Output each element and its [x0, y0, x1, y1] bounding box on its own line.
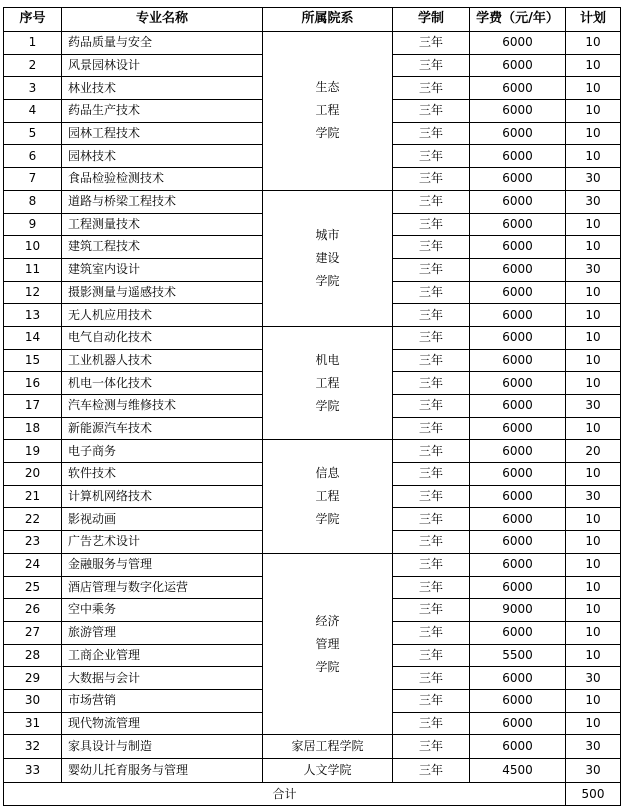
row-index: 13: [4, 304, 62, 327]
row-index: 24: [4, 553, 62, 576]
row-index: 30: [4, 689, 62, 712]
header-college: 所属院系: [263, 8, 393, 32]
college-name-line: 学院: [315, 273, 340, 288]
tuition: 6000: [470, 304, 566, 327]
plan-count: 10: [566, 508, 621, 531]
duration: 三年: [393, 213, 470, 236]
major-name: 电子商务: [62, 440, 263, 463]
tuition: 6000: [470, 735, 566, 759]
row-index: 19: [4, 440, 62, 463]
row-index: 29: [4, 667, 62, 690]
major-name: 酒店管理与数字化运营: [62, 576, 263, 599]
duration: 三年: [393, 54, 470, 77]
major-name: 机电一体化技术: [62, 372, 263, 395]
row-index: 4: [4, 100, 62, 123]
tuition: 6000: [470, 440, 566, 463]
plan-count: 10: [566, 77, 621, 100]
header-major: 专业名称: [62, 8, 263, 32]
duration: 三年: [393, 417, 470, 440]
duration: 三年: [393, 77, 470, 100]
tuition: 6000: [470, 213, 566, 236]
major-name: 现代物流管理: [62, 712, 263, 735]
major-name: 软件技术: [62, 463, 263, 486]
row-index: 18: [4, 417, 62, 440]
college-cell: [263, 759, 393, 783]
duration: 三年: [393, 508, 470, 531]
row-index: 27: [4, 621, 62, 644]
plan-count: 10: [566, 281, 621, 304]
plan-count: 10: [566, 712, 621, 735]
major-name: 工业机器人技术: [62, 349, 263, 372]
duration: 三年: [393, 32, 470, 55]
tuition: 6000: [470, 145, 566, 168]
tuition: 6000: [470, 349, 566, 372]
tuition: 6000: [470, 689, 566, 712]
major-name: 空中乘务: [62, 599, 263, 622]
major-name: 影视动画: [62, 508, 263, 531]
tuition: 6000: [470, 190, 566, 213]
college-name-line: 学院: [315, 512, 340, 527]
major-name: 无人机应用技术: [62, 304, 263, 327]
plan-count: 10: [566, 145, 621, 168]
college-name-line: 生态: [315, 80, 340, 95]
duration: 三年: [393, 372, 470, 395]
college-name-line: 人文学院: [303, 763, 352, 778]
college-name-line: 机电: [315, 352, 340, 367]
duration: 三年: [393, 621, 470, 644]
college-name-line: 建设: [315, 250, 340, 265]
plan-count: 30: [566, 667, 621, 690]
tuition: 6000: [470, 100, 566, 123]
college-name-line: 学院: [315, 398, 340, 413]
tuition: 9000: [470, 599, 566, 622]
plan-count: 10: [566, 32, 621, 55]
major-name: 家具设计与制造: [62, 735, 263, 759]
plan-count: 30: [566, 485, 621, 508]
major-name: 摄影测量与遥感技术: [62, 281, 263, 304]
major-name: 工程测量技术: [62, 213, 263, 236]
row-index: 32: [4, 735, 62, 759]
tuition: 6000: [470, 32, 566, 55]
major-name: 新能源汽车技术: [62, 417, 263, 440]
duration: 三年: [393, 712, 470, 735]
enrollment-plan-table: [3, 7, 621, 806]
major-name: 道路与桥梁工程技术: [62, 190, 263, 213]
duration: 三年: [393, 122, 470, 145]
college-name-line: 管理: [315, 636, 340, 651]
row-index: 33: [4, 759, 62, 783]
major-name: 药品生产技术: [62, 100, 263, 123]
major-name: 广告艺术设计: [62, 531, 263, 554]
college-cell: [263, 190, 393, 326]
row-index: 3: [4, 77, 62, 100]
college-name-line: 信息: [315, 466, 340, 481]
major-name: 林业技术: [62, 77, 263, 100]
tuition: 6000: [470, 508, 566, 531]
major-name: 建筑工程技术: [62, 236, 263, 259]
row-index: 28: [4, 644, 62, 667]
plan-count: 10: [566, 122, 621, 145]
row-index: 1: [4, 32, 62, 55]
header-plan: 计划: [566, 8, 621, 32]
college-name-line: 工程: [315, 489, 340, 504]
duration: 三年: [393, 100, 470, 123]
duration: 三年: [393, 145, 470, 168]
tuition: 6000: [470, 621, 566, 644]
plan-count: 10: [566, 349, 621, 372]
row-index: 20: [4, 463, 62, 486]
plan-count: 10: [566, 644, 621, 667]
tuition: 6000: [470, 485, 566, 508]
major-name: 计算机网络技术: [62, 485, 263, 508]
college-name-line: 家居工程学院: [291, 739, 364, 754]
tuition: 4500: [470, 759, 566, 783]
tuition: 6000: [470, 531, 566, 554]
plan-count: 30: [566, 190, 621, 213]
major-name: 建筑室内设计: [62, 258, 263, 281]
table-row: [4, 759, 621, 783]
duration: 三年: [393, 735, 470, 759]
plan-count: 30: [566, 735, 621, 759]
major-name: 汽车检测与维修技术: [62, 395, 263, 418]
college-name-line: 学院: [315, 126, 340, 141]
footer-row: [4, 783, 621, 806]
plan-count: 10: [566, 236, 621, 259]
duration: 三年: [393, 644, 470, 667]
plan-count: 20: [566, 440, 621, 463]
header-row: [4, 8, 621, 32]
tuition: 6000: [470, 417, 566, 440]
duration: 三年: [393, 236, 470, 259]
table-row: [4, 190, 621, 213]
row-index: 9: [4, 213, 62, 236]
major-name: 工商企业管理: [62, 644, 263, 667]
row-index: 8: [4, 190, 62, 213]
row-index: 7: [4, 168, 62, 191]
major-name: 大数据与会计: [62, 667, 263, 690]
tuition: 6000: [470, 77, 566, 100]
tuition: 6000: [470, 553, 566, 576]
row-index: 12: [4, 281, 62, 304]
row-index: 26: [4, 599, 62, 622]
plan-count: 10: [566, 689, 621, 712]
duration: 三年: [393, 326, 470, 349]
row-index: 2: [4, 54, 62, 77]
major-name: 市场营销: [62, 689, 263, 712]
duration: 三年: [393, 281, 470, 304]
duration: 三年: [393, 304, 470, 327]
table-row: [4, 32, 621, 55]
total-label: 合计: [4, 783, 566, 806]
plan-count: 10: [566, 576, 621, 599]
tuition: 6000: [470, 168, 566, 191]
major-name: 电气自动化技术: [62, 326, 263, 349]
table-row: [4, 553, 621, 576]
row-index: 11: [4, 258, 62, 281]
tuition: 5500: [470, 644, 566, 667]
tuition: 6000: [470, 463, 566, 486]
plan-count: 10: [566, 326, 621, 349]
major-name: 金融服务与管理: [62, 553, 263, 576]
major-name: 园林工程技术: [62, 122, 263, 145]
duration: 三年: [393, 667, 470, 690]
tuition: 6000: [470, 122, 566, 145]
plan-count: 30: [566, 395, 621, 418]
tuition: 6000: [470, 667, 566, 690]
tuition: 6000: [470, 372, 566, 395]
header-tuition: 学费（元/年）: [470, 8, 566, 32]
tuition: 6000: [470, 258, 566, 281]
tuition: 6000: [470, 712, 566, 735]
tuition: 6000: [470, 236, 566, 259]
tuition: 6000: [470, 54, 566, 77]
plan-count: 10: [566, 531, 621, 554]
duration: 三年: [393, 349, 470, 372]
row-index: 31: [4, 712, 62, 735]
major-name: 药品质量与安全: [62, 32, 263, 55]
college-name-line: 学院: [315, 659, 340, 674]
tuition: 6000: [470, 281, 566, 304]
row-index: 25: [4, 576, 62, 599]
plan-count: 10: [566, 54, 621, 77]
tuition: 6000: [470, 395, 566, 418]
plan-count: 10: [566, 553, 621, 576]
duration: 三年: [393, 440, 470, 463]
plan-count: 10: [566, 599, 621, 622]
college-cell: [263, 32, 393, 191]
row-index: 10: [4, 236, 62, 259]
major-name: 旅游管理: [62, 621, 263, 644]
duration: 三年: [393, 168, 470, 191]
plan-count: 10: [566, 417, 621, 440]
duration: 三年: [393, 258, 470, 281]
table-row: [4, 326, 621, 349]
plan-count: 10: [566, 304, 621, 327]
row-index: 16: [4, 372, 62, 395]
major-name: 婴幼儿托育服务与管理: [62, 759, 263, 783]
header-duration: 学制: [393, 8, 470, 32]
college-name-line: 经济: [315, 613, 340, 628]
college-cell: [263, 553, 393, 735]
plan-count: 10: [566, 100, 621, 123]
row-index: 6: [4, 145, 62, 168]
plan-count: 10: [566, 213, 621, 236]
table-body: [4, 32, 621, 783]
duration: 三年: [393, 531, 470, 554]
plan-count: 10: [566, 621, 621, 644]
college-name-line: 城市: [315, 227, 340, 242]
row-index: 15: [4, 349, 62, 372]
duration: 三年: [393, 689, 470, 712]
college-cell: [263, 440, 393, 553]
college-cell: [263, 326, 393, 439]
plan-count: 30: [566, 258, 621, 281]
row-index: 14: [4, 326, 62, 349]
row-index: 23: [4, 531, 62, 554]
table-row: [4, 440, 621, 463]
table-row: [4, 735, 621, 759]
duration: 三年: [393, 395, 470, 418]
duration: 三年: [393, 599, 470, 622]
duration: 三年: [393, 485, 470, 508]
plan-count: 30: [566, 168, 621, 191]
tuition: 6000: [470, 576, 566, 599]
tuition: 6000: [470, 326, 566, 349]
duration: 三年: [393, 553, 470, 576]
major-name: 园林技术: [62, 145, 263, 168]
major-name: 食品检验检测技术: [62, 168, 263, 191]
duration: 三年: [393, 759, 470, 783]
plan-count: 10: [566, 463, 621, 486]
row-index: 5: [4, 122, 62, 145]
row-index: 22: [4, 508, 62, 531]
header-index: 序号: [4, 8, 62, 32]
college-name-line: 工程: [315, 103, 340, 118]
total-value: 500: [566, 783, 621, 806]
duration: 三年: [393, 576, 470, 599]
duration: 三年: [393, 190, 470, 213]
plan-count: 10: [566, 372, 621, 395]
plan-count: 30: [566, 759, 621, 783]
college-cell: [263, 735, 393, 759]
duration: 三年: [393, 463, 470, 486]
row-index: 17: [4, 395, 62, 418]
major-name: 风景园林设计: [62, 54, 263, 77]
row-index: 21: [4, 485, 62, 508]
college-name-line: 工程: [315, 375, 340, 390]
